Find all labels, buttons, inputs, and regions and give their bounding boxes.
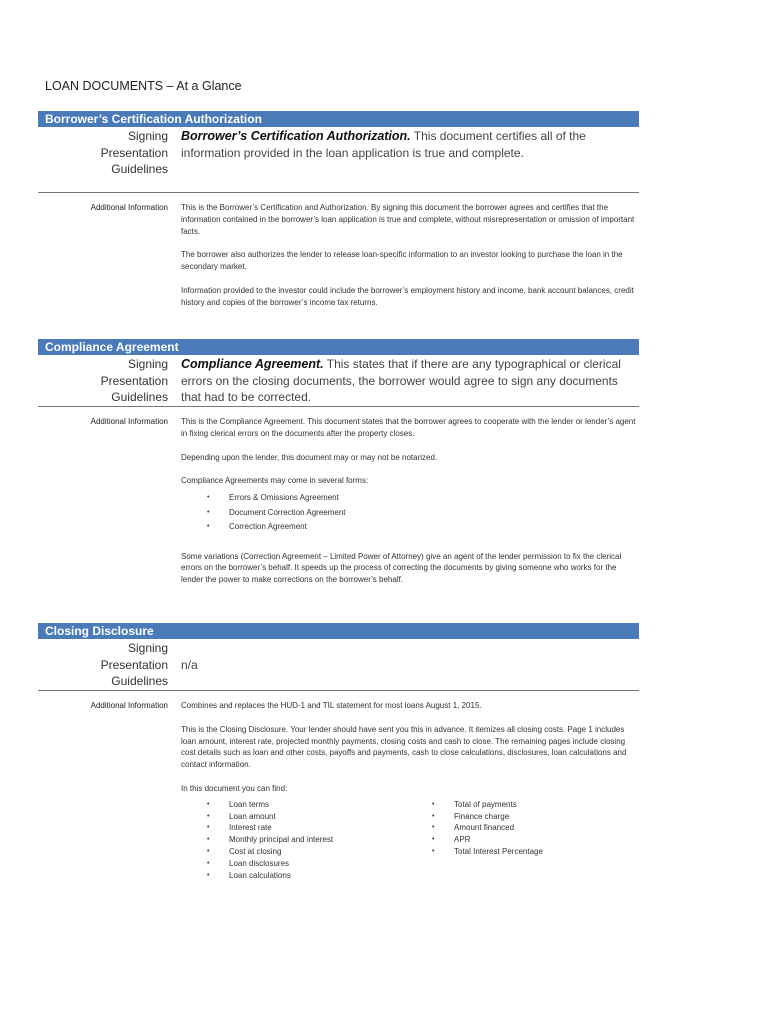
list-item: • Correction Agreement [181,520,639,535]
guidelines-description: This document certifies all of the information provided in the loan application is true and complete. [181,129,586,160]
list-item: • APR [406,834,631,846]
guidelines-row [38,639,639,691]
additional-info-label: Additional Information [90,203,168,212]
guidelines-text [181,127,639,192]
list-item: • Total Interest Percentage [406,846,631,858]
list-item: • Loan calculations [181,870,406,882]
info-paragraph: This is the Compliance Agreement. This document states that the borrower agrees to cooperate with the lender or lender’s agent in fixing clerical errors on the documents after the property closes. [181,417,636,438]
additional-info-body [181,416,639,598]
guidelines-label [38,127,168,192]
list-item: • Document Correction Agreement [181,506,639,521]
additional-info-label: Additional Information [90,417,168,426]
info-paragraph: Compliance Agreements may come in several forms: [181,476,369,486]
guidelines-label-text: Signing Presentation Guidelines [100,357,168,404]
list-item: • Loan disclosures [181,858,406,870]
guidelines-description: This states that if there are any typographical or clerical errors on the closing documents, the borrower would agree to sign any documents that had to be corrected. [181,357,621,404]
info-paragraph: This is the Borrower’s Certification and Authorization. By signing this document the borrower agrees and certifies that the information contained in the borrower’s loan application is true and complete, without misrepresentation or omission of important facts. [181,203,635,236]
section-borrowers-certification [38,111,639,321]
list-item: • Loan terms [181,799,406,811]
guidelines-label-text: Signing Presentation Guidelines [100,129,168,176]
info-paragraph: The borrower also authorizes the lender to release loan-specific information to an investor looking to purchase the loan in the secondary market. [181,250,623,272]
section-header: Borrower’s Certification Authorization [38,111,639,127]
info-paragraph: In this document you can find: [181,783,288,793]
guidelines-text [181,355,639,406]
findings-columns [181,799,639,882]
section-closing-disclosure [38,623,639,881]
list-item: • Amount financed [406,822,631,834]
list-item: • Loan amount [181,811,406,823]
guidelines-title: Compliance Agreement. [181,357,324,371]
guidelines-row [38,355,639,407]
findings-list-left [181,799,406,882]
additional-info-label: Additional Information [90,701,168,710]
additional-info-row [38,202,639,321]
guidelines-description: n/a [181,657,198,672]
info-paragraph: This is the Closing Disclosure. Your lender should have sent you this in advance. It itemizes all closing costs. Page 1 includes loan amount, interest rate, projected monthly payments, closing costs and cash to close. The remaining pages include closing cost details such as loan and other costs, payoffs and payments, cash to close calculations, disclosures, loan calculations and contact information. [181,724,627,770]
additional-info-body [181,700,639,881]
info-paragraph: Information provided to the investor could include the borrower’s employment history and income, bank account balances, credit history and copies of the borrower’s income tax returns. [181,285,634,307]
page-title: LOAN DOCUMENTS – At a Glance [45,79,242,93]
info-paragraph: Some variations (Correction Agreement – Limited Power of Attorney) give an agent of the lender permission to fix the clerical errors on the borrower’s behalf. It speeds up the process of correcting the documents by giving someone who works for the lender the power to make corrections on the borrower’s behalf. [181,551,622,585]
guidelines-label [38,639,168,690]
list-item: • Interest rate [181,822,406,834]
info-paragraph: Combines and replaces the HUD-1 and TIL statement for most loans August 1, 2015. [181,701,482,710]
guidelines-label [38,355,168,406]
info-paragraph: Depending upon the lender, this document may or may not be notarized. [181,452,438,462]
guidelines-row [38,127,639,193]
list-item: • Cost at closing [181,846,406,858]
additional-info-row [38,416,639,598]
section-header: Closing Disclosure [38,623,639,639]
guidelines-label-text: Signing Presentation Guidelines [100,641,168,688]
guidelines-title: Borrower’s Certification Authorization. [181,129,411,143]
list-item: • Finance charge [406,811,631,823]
additional-info-body [181,202,639,321]
additional-info-row [38,700,639,881]
findings-list-right [406,799,631,882]
guidelines-text [181,639,639,690]
forms-list [181,491,639,535]
list-item: • Errors & Omissions Agreement [181,491,639,506]
section-compliance-agreement [38,339,639,598]
list-item: • Total of payments [406,799,631,811]
section-header: Compliance Agreement [38,339,639,355]
list-item: • Monthly principal and interest [181,834,406,846]
